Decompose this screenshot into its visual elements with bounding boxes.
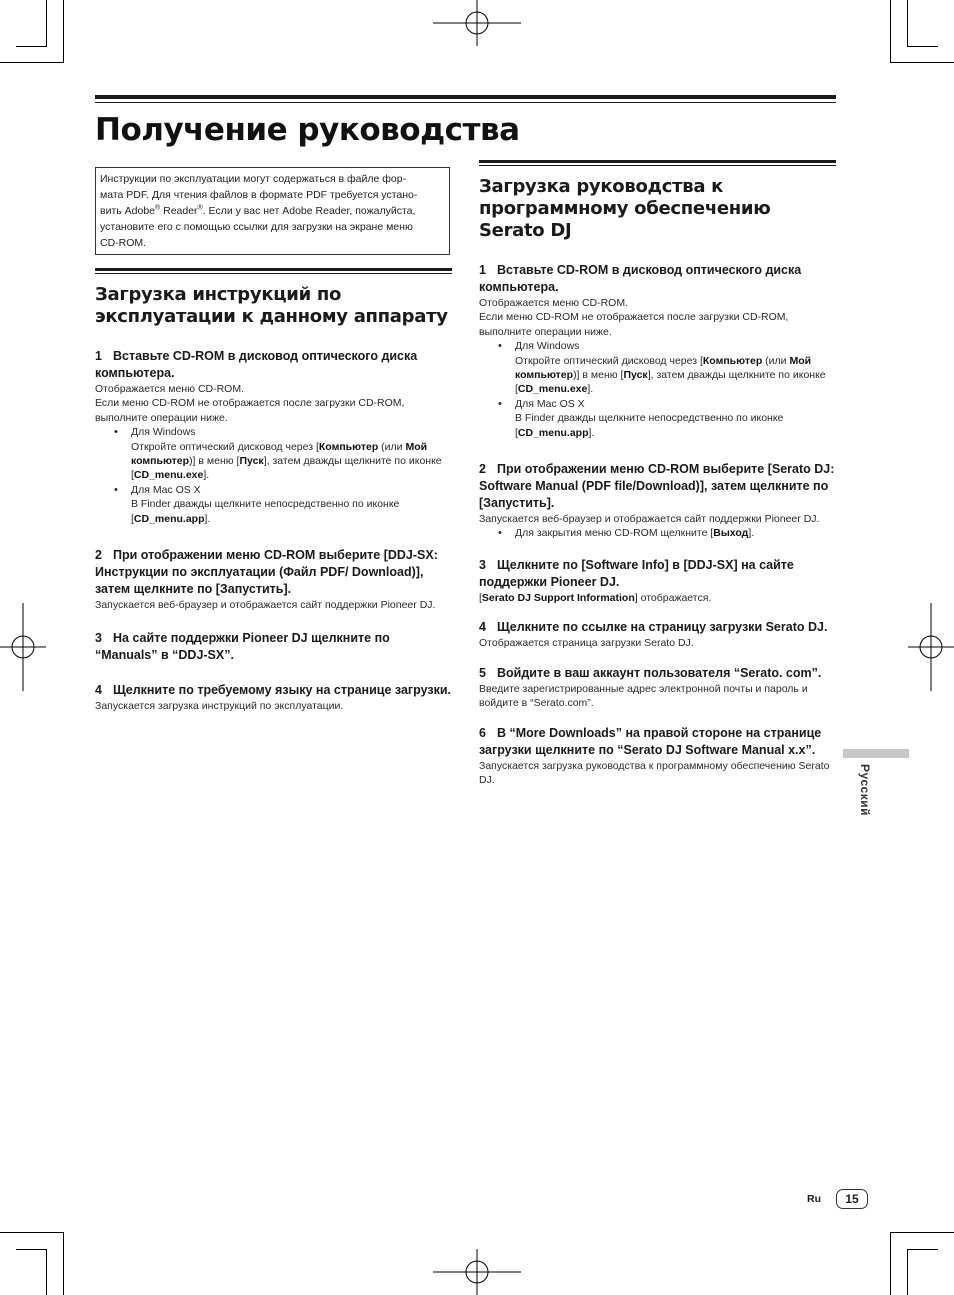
- bullet-windows: [95, 425, 452, 483]
- step-number: 4: [479, 620, 486, 635]
- crop-mark-tr-v2: [907, 0, 908, 46]
- bullet-label: • Для Mac OS X: [131, 483, 201, 496]
- bullet-text: [515, 411, 836, 440]
- bullet-text: [131, 440, 452, 483]
- text: ].: [588, 426, 595, 439]
- note-text: Reader: [160, 205, 198, 217]
- step-heading: [95, 348, 452, 382]
- step-heading: [479, 557, 836, 591]
- step-body: [479, 591, 836, 605]
- step-text: При отображении меню CD-ROM выберите [Serato DJ: Software Manual (PDF file/Download)], затем щелкните по [Запустить].: [479, 462, 835, 511]
- step-3: [95, 630, 452, 664]
- step-4: [95, 682, 452, 713]
- bold-text: Serato DJ Support Information: [481, 591, 635, 604]
- step-body: [479, 296, 836, 440]
- step-1: [479, 262, 836, 440]
- page-number: 15: [836, 1189, 868, 1209]
- registration-mark-right-icon: [908, 603, 954, 691]
- step-heading: [479, 619, 836, 636]
- step-heading: [479, 665, 836, 682]
- section-heading-device-manual: Загрузка инструкций по эксплуатации к данному аппарату: [95, 284, 448, 327]
- step-heading: [95, 630, 452, 664]
- bullet-mac: [479, 397, 836, 440]
- text: [: [479, 591, 482, 604]
- bold-text: CD_menu.exe: [133, 469, 204, 482]
- registration-mark-top-icon: [433, 0, 521, 46]
- note-text: . Если у вас нет Adobe Reader, пожалуйста,: [202, 205, 416, 217]
- text: В Finder дважды щелкните непосредственно по иконке [: [131, 498, 400, 525]
- bold-text: CD_menu.exe: [517, 383, 588, 396]
- left-column: [95, 268, 452, 714]
- step-number: 1: [95, 349, 102, 363]
- section-rules: [479, 160, 836, 166]
- note-line: [100, 203, 443, 219]
- os-bullet-list: [479, 339, 836, 440]
- bold-text: Компьютер: [318, 440, 379, 453]
- step-body: [95, 382, 452, 526]
- step-body: Отображается страница загрузки Serato DJ.: [479, 637, 694, 650]
- text: Откройте оптический дисковод через [: [515, 354, 703, 367]
- step-text: Вставьте CD-ROM в дисковод оптического диска компьютера.: [479, 263, 802, 294]
- step-number: 4: [95, 683, 102, 698]
- os-bullet-list: [95, 425, 452, 526]
- step-5: [479, 665, 836, 711]
- text: (или: [762, 354, 790, 367]
- crop-mark-tr-v: [890, 0, 891, 62]
- registered-mark: ®: [197, 204, 203, 212]
- title-rules: [95, 95, 836, 103]
- pdf-note-box: [95, 167, 450, 255]
- step-text: Щелкните по [Software Info] в [DDJ-SX] на сайте поддержки Pioneer DJ.: [479, 557, 794, 589]
- step-4: [479, 619, 836, 650]
- step-number: 5: [479, 665, 486, 680]
- crop-mark-tl-v2: [46, 0, 47, 46]
- crop-mark-bl-v2: [46, 1249, 47, 1295]
- step-number: 3: [95, 631, 102, 646]
- step-number: 2: [479, 462, 486, 477]
- text: ].: [748, 527, 755, 540]
- registration-mark-bottom-icon: [433, 1249, 521, 1295]
- bold-text: CD_menu.app: [517, 426, 589, 439]
- step-number: 3: [479, 557, 486, 572]
- text: ] отображается.: [634, 591, 712, 604]
- bullet-text: [131, 497, 452, 526]
- page-title: Получение руководства: [95, 112, 520, 148]
- bullet-label: • Для Mac OS X: [515, 397, 585, 410]
- crop-mark-br-h2: [907, 1249, 938, 1250]
- bullet-exit: [479, 526, 836, 540]
- bold-text: Мой компьютер: [131, 440, 428, 468]
- step-heading: [479, 461, 836, 512]
- text: )] в меню [: [189, 455, 240, 468]
- bullet-text: [515, 354, 836, 397]
- bold-text: Пуск: [239, 455, 264, 468]
- body-text: Если меню CD-ROM не отображается после загрузки CD-ROM, выполните операции ниже.: [479, 311, 789, 338]
- step-3: [479, 557, 836, 605]
- text: ].: [204, 512, 211, 525]
- step-text: В “More Downloads” на правой стороне на странице загрузки щелкните по “Serato DJ Software Manual x.x”.: [479, 725, 822, 757]
- step-2: [95, 547, 452, 612]
- step-text: Щелкните по требуемому языку на странице загрузки.: [113, 683, 451, 698]
- text: ].: [203, 469, 210, 482]
- title-rule-thick: [95, 95, 836, 99]
- bold-text: Компьютер: [702, 354, 763, 367]
- text: )] в меню [: [573, 369, 624, 382]
- bold-text: Выход: [713, 527, 749, 540]
- body-text: Отображается меню CD-ROM.: [95, 383, 245, 395]
- step-body: Запускается загрузка инструкций по эксплуатации.: [95, 700, 344, 713]
- note-line: установите его с помощью ссылки для загрузки на экране меню: [100, 221, 413, 233]
- step-heading: [95, 682, 452, 699]
- text: ], затем дважды щелкните по иконке [: [131, 455, 442, 482]
- step-heading: [479, 725, 836, 759]
- crop-mark-bl-v: [63, 1232, 64, 1295]
- text: ].: [587, 383, 594, 396]
- bullet-mac: [95, 483, 452, 526]
- crop-mark-br-v2: [907, 1249, 908, 1295]
- bold-text: CD_menu.app: [133, 512, 205, 525]
- bullet-list: [479, 526, 836, 540]
- registered-mark: ®: [155, 204, 161, 212]
- right-column: [479, 160, 836, 787]
- bullet-label: • Для Windows: [515, 340, 580, 353]
- crop-mark-tl-v: [63, 0, 64, 62]
- step-heading: [95, 547, 452, 598]
- step-text: На сайте поддержки Pioneer DJ щелкните по “Manuals” в “DDJ-SX”.: [95, 631, 390, 663]
- text: ], затем дважды щелкните по иконке [: [515, 369, 826, 396]
- crop-mark-br-v: [890, 1232, 891, 1295]
- section-heading-serato-manual: Загрузка руководства к программному обеспечению Serato DJ: [479, 176, 771, 241]
- text: (или: [378, 440, 406, 453]
- text: Для закрытия меню CD-ROM щелкните [: [515, 527, 714, 540]
- crop-mark-bl-h: [0, 1232, 64, 1233]
- step-text: Щелкните по ссылке на страницу загрузки Serato DJ.: [497, 620, 828, 635]
- language-code: Ru: [807, 1193, 821, 1205]
- step-text: Вставьте CD-ROM в дисковод оптического диска компьютера.: [95, 349, 418, 380]
- language-tab-label: Русский: [858, 764, 872, 816]
- section-rules: [95, 268, 452, 274]
- step-heading: [479, 262, 836, 296]
- crop-mark-tr-h2: [907, 46, 938, 47]
- step-body: Введите зарегистрированные адрес электронной почты и пароль и войдите в “Serato.com”.: [479, 682, 808, 710]
- language-tab-bar: [843, 749, 909, 758]
- crop-mark-bl-h2: [16, 1249, 47, 1250]
- registration-mark-left-icon: [0, 603, 46, 691]
- bold-text: Мой компьютер: [515, 354, 812, 382]
- text: Откройте оптический дисковод через [: [131, 440, 319, 453]
- bullet-windows: [479, 339, 836, 397]
- step-number: 1: [479, 263, 486, 277]
- note-text: вить Adobe: [100, 205, 156, 217]
- step-text: При отображении меню CD-ROM выберите [DDJ-SX: Инструкции по эксплуатации (Файл PDF/ Download)], затем щелкните по [Запустить].: [95, 548, 438, 597]
- title-rule-thin: [95, 102, 836, 103]
- text: В Finder дважды щелкните непосредственно по иконке [: [515, 412, 784, 439]
- step-6: [479, 725, 836, 788]
- body-text: Запускается веб-браузер и отображается сайт поддержки Pioneer DJ.: [479, 513, 820, 526]
- crop-mark-tl-h: [0, 62, 64, 63]
- note-line: мата PDF. Для чтения файлов в формате PDF требуется устано-: [100, 189, 418, 201]
- step-2: [479, 461, 836, 541]
- bold-text: Пуск: [623, 369, 648, 382]
- step-body: Запускается веб-браузер и отображается сайт поддержки Pioneer DJ.: [95, 599, 436, 612]
- step-1: [95, 348, 452, 526]
- crop-mark-tr-h: [890, 62, 954, 63]
- step-text: Войдите в ваш аккаунт пользователя “Serato. com”.: [497, 665, 822, 680]
- note-line: CD-ROM.: [100, 237, 147, 249]
- crop-mark-tl-h2: [16, 46, 47, 47]
- body-text: Если меню CD-ROM не отображается после загрузки CD-ROM, выполните операции ниже.: [95, 397, 405, 424]
- step-body: [479, 512, 836, 541]
- body-text: Отображается меню CD-ROM.: [479, 297, 629, 309]
- step-number: 2: [95, 548, 102, 563]
- note-line: Инструкции по эксплуатации могут содержаться в файле фор-: [100, 173, 407, 185]
- bullet-label: • Для Windows: [131, 426, 196, 439]
- step-body: Запускается загрузка руководства к программному обеспечению Serato DJ.: [479, 759, 830, 786]
- step-number: 6: [479, 725, 486, 740]
- crop-mark-br-h: [890, 1232, 954, 1233]
